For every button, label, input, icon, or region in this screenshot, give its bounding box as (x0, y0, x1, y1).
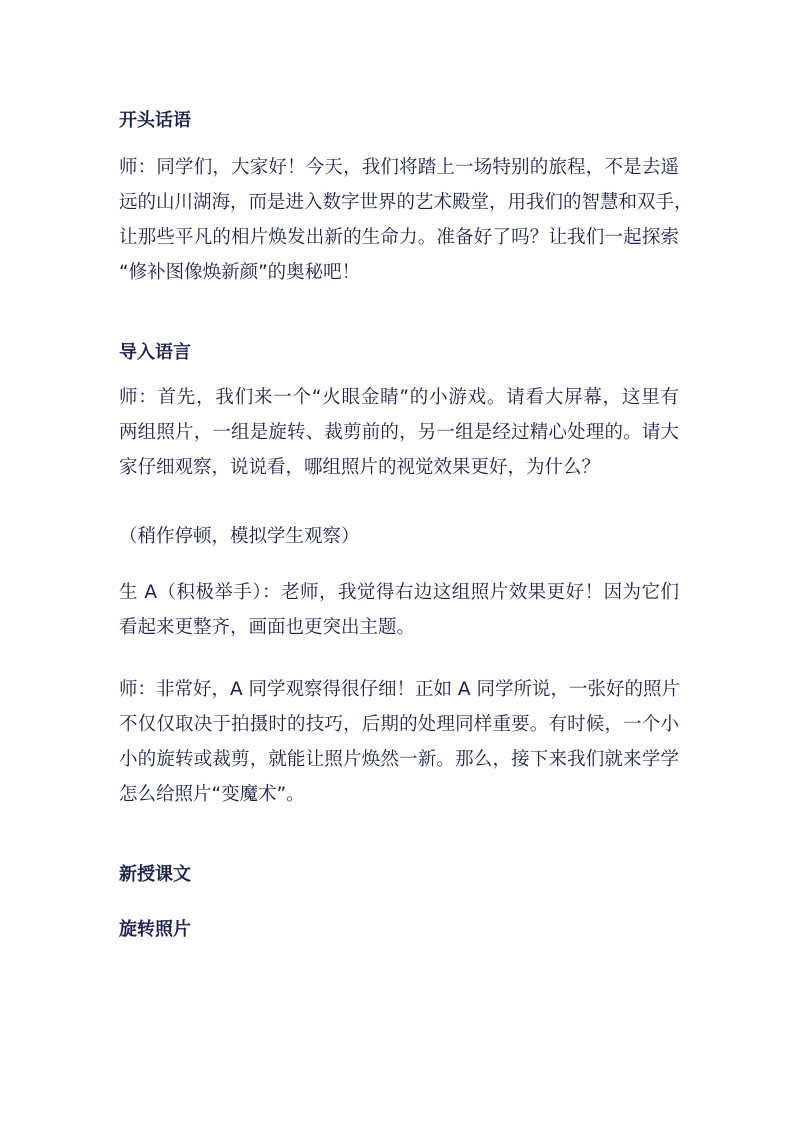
paragraph-line: 师：同学们，大家好！今天，我们将踏上一场特别的旅程，不是去遥 (119, 157, 679, 178)
paragraph-line: 生 A（积极举手）：老师，我觉得右边这组照片效果更好！因为它们 (119, 582, 679, 603)
heading-rotate-photo: 旋转照片 (119, 919, 191, 940)
paragraph-line: 怎么给照片“变魔术”。 (119, 784, 305, 805)
paragraph-line: （稍作停顿，模拟学生观察） (119, 526, 360, 547)
paragraph-student-a (119, 575, 679, 645)
paragraph-line: 两组照片，一组是旋转、裁剪前的，另一组是经过精心处理的。请大 (119, 422, 679, 443)
paragraph-line: “修补图像焕新颜”的奥秘吧！ (119, 262, 361, 283)
paragraph-teacher-response (119, 672, 679, 812)
paragraph-line: 不仅仅取决于拍摄时的技巧，后期的处理同样重要。有时候，一个小 (119, 714, 679, 735)
paragraph-opening (119, 150, 693, 290)
paragraph-line: 小的旋转或裁剪，就能让照片焕然一新。那么，接下来我们就来学学 (119, 749, 679, 770)
heading-intro: 导入语言 (119, 342, 191, 363)
paragraph-line: 远的山川湖海，而是进入数字世界的艺术殿堂，用我们的智慧和双手， (119, 192, 693, 213)
paragraph-line: 师：非常好，A 同学观察得很仔细！正如 A 同学所说，一张好的照片 (119, 679, 680, 700)
paragraph-line: 师：首先，我们来一个“火眼金睛”的小游戏。请看大屏幕，这里有 (119, 387, 679, 408)
heading-opening: 开头话语 (119, 110, 191, 131)
heading-new-lesson: 新授课文 (119, 864, 191, 885)
paragraph-pause (119, 519, 679, 554)
paragraph-game (119, 380, 679, 485)
paragraph-line: 看起来更整齐，画面也更突出主题。 (119, 617, 416, 638)
paragraph-line: 家仔细观察，说说看，哪组照片的视觉效果更好，为什么？ (119, 457, 601, 478)
paragraph-line: 让那些平凡的相片焕发出新的生命力。准备好了吗？让我们一起探索 (119, 227, 679, 248)
